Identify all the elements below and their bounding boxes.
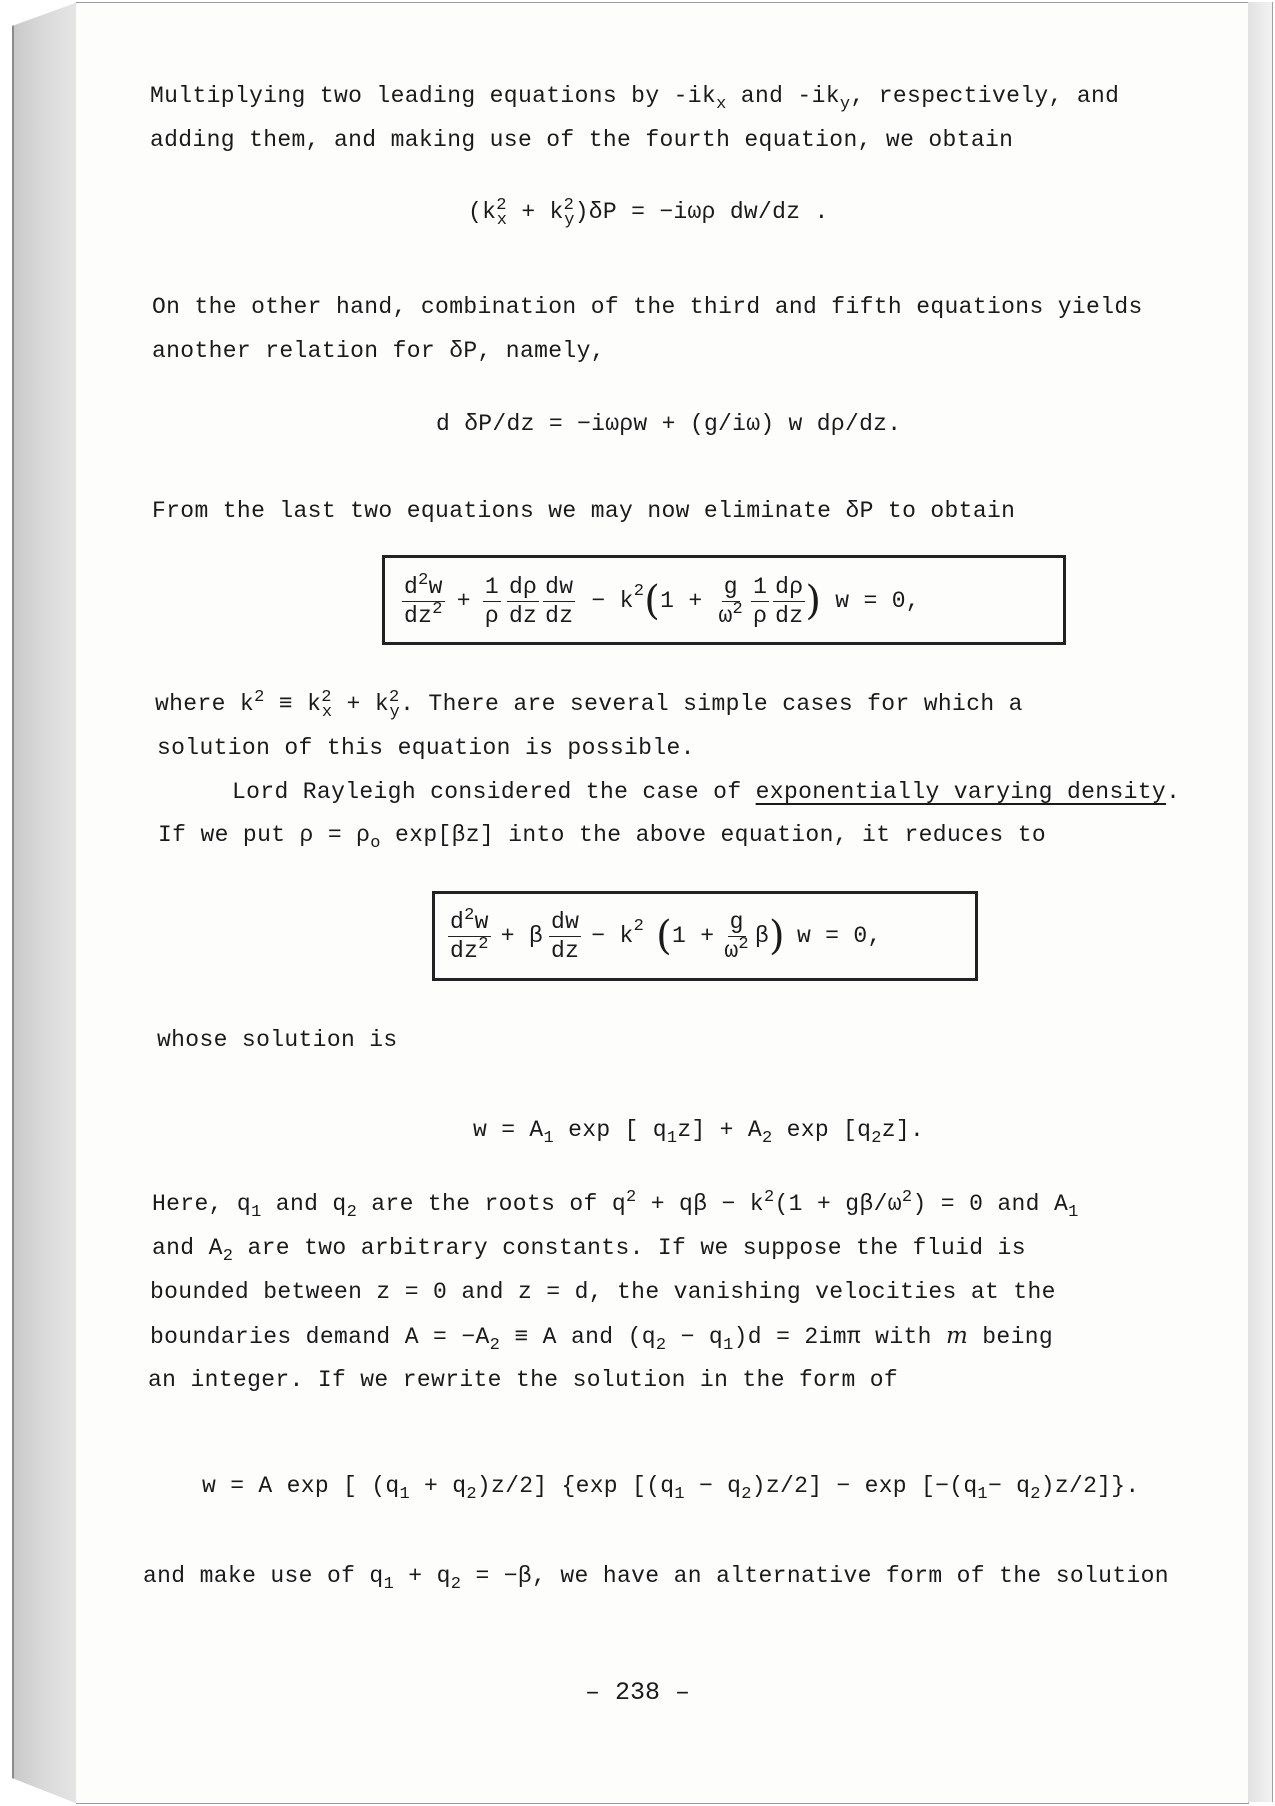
underlined-term: exponentially varying density <box>755 779 1167 805</box>
text-line: On the other hand, combination of the third and fifth equations yields <box>152 294 1143 320</box>
equation-dp-dz: d δP/dz = −iωρw + (g/iω) w dρ/dz. <box>436 411 902 437</box>
text-line: where $k^2 \equiv k^2_x + k^2_y$. There are several simple cases for which a <box>155 688 1023 722</box>
text-line: bounded between z = 0 and z = d, the vanishing velocities at the <box>150 1279 1056 1305</box>
text-line: adding them, and making use of the fourth equation, we obtain <box>150 127 1014 153</box>
equation-pressure: $(k^2_x + k^2_y)\delta P = -i\omega\rho$ dw/dz . <box>468 196 829 230</box>
text-line: Multiplying two leading equations by $-ik_x$ and $-ik_y$, respectively, and <box>150 83 1120 114</box>
text-line: boundaries demand $A = -A_2 \equiv A$ and $(q_2 - q_1)d = 2im\pi$ with m being <box>150 1323 1054 1355</box>
page-edge <box>1248 2 1273 1802</box>
equation-solution: $w = A_1$ exp [ $q_1z] + A_2$ $\exp [q_2z]$. <box>473 1117 925 1148</box>
text-line: If we put $\rho = \rho_o$ exp[βz] into the above equation, it reduces to <box>158 822 1047 853</box>
text-line: whose solution is <box>157 1027 398 1053</box>
text-line: and $A_2$ are two arbitrary constants. If we suppose the fluid is <box>152 1235 1026 1266</box>
equation-rewritten: w = A exp [ $(q_1 + q_2)z/2$] {exp $[(q_1 - q_2)z/2] - \exp [-(q_1- q_2)z/2]$}. <box>202 1473 1140 1504</box>
book-spine <box>12 2 80 1804</box>
text-line: From the last two equations we may now eliminate δP to obtain <box>152 498 1016 524</box>
text-line: solution of this equation is possible. <box>157 735 695 761</box>
text-line: Here, $q_1$ and $q_2$ are the roots of $q^2 + q\beta - k^2(1 + g\beta/\omega^2) = 0$ and $A_1$ <box>152 1188 1079 1222</box>
text-line: and make use of $q_1 + q_2 = -\beta$, we have an alternative form of the solution <box>143 1563 1169 1594</box>
equation-general: $\frac{d^2w}{dz^2}$ + $\frac{1}{\rho}$ $\frac{d\rho}{dz}$ $\frac{dw}{dz}$ − k $^2$ ( 1 + $\frac{g}{\omega^2}$ $\frac{1}{\rho}$ $\frac{d\rho}{dz}$ ) w = 0, <box>404 570 920 629</box>
text-line: an integer. If we rewrite the solution in the form of <box>148 1367 899 1393</box>
equation-rayleigh: $\frac{d^2w}{dz^2}$ + β $\frac{dw}{dz}$ − k $^2$ ( 1 + $\frac{g}{\omega^2}$ β ) w = 0, <box>450 905 882 964</box>
text-line: Lord Rayleigh considered the case of exponentially varying density. <box>232 779 1181 805</box>
text-line: another relation for δP, namely, <box>152 338 605 364</box>
page-number: – 238 – <box>584 1678 691 1707</box>
